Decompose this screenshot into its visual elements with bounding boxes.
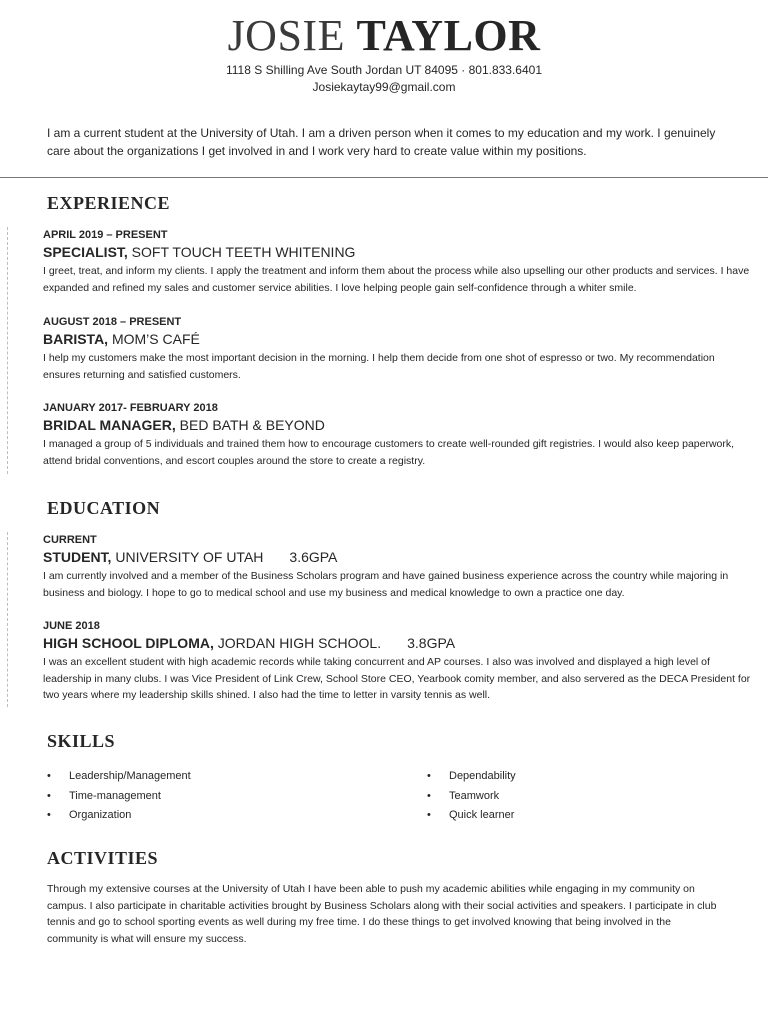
entry-date: AUGUST 2018 – PRESENT: [43, 316, 182, 328]
bullet-icon: •: [47, 809, 51, 821]
activities-text: Through my extensive courses at the University of Utah I have been able to push my academic abilities while engaging in my community on campus. I also participate in charitable activities brought by Business Scholars along with their social activities and speakers. I participate in club tennis and go to school sporting events as well during my free time. I do these things to get involved knowing that being involved in the community is what will ensure my success.: [47, 883, 717, 945]
entry-role: [43, 634, 753, 653]
education-entry: [43, 533, 753, 601]
list-item: [47, 806, 191, 826]
entry-gpa: 3.8GPA: [407, 635, 456, 651]
skills-heading: SKILLS: [47, 731, 116, 751]
entry-org: MOM’S CAFÉ: [108, 331, 200, 347]
first-name: JOSIE: [227, 11, 345, 60]
entry-title: HIGH SCHOOL DIPLOMA,: [43, 635, 214, 651]
education-heading: EDUCATION: [47, 498, 161, 518]
list-item: [427, 806, 516, 826]
education-entry: [43, 619, 753, 704]
entry-title: STUDENT,: [43, 549, 112, 565]
entry-org: JORDAN HIGH SCHOOL.: [213, 635, 382, 651]
summary-text: I am a current student at the University of Utah. I am a driven person when it comes to my education and my work. I genuinely care about the organizations I get involved in and I work very hard to create value within my positions.: [47, 126, 716, 158]
entry-title: BARISTA,: [43, 331, 109, 347]
skill-label: Teamwork: [449, 789, 500, 802]
entry-role: [43, 330, 753, 349]
entry-role: [43, 548, 753, 567]
experience-entry: [43, 228, 753, 296]
list-item: [47, 767, 191, 787]
list-item: [47, 787, 191, 807]
header-divider: [0, 177, 768, 178]
last-name: TAYLOR: [356, 11, 541, 60]
entry-org: SOFT TOUCH TEETH WHITENING: [127, 244, 356, 260]
entry-description: I was an excellent student with high academic records while taking concurrent and AP courses. I also was involved and displayed a high level of leadership in many clubs. I was Vice President of Link Crew, School Store CEO, Yearbook comity member, and also servered as the DECA President for two years where my leadership skills shined. I also had the time to letter in varsity tennis as well.: [43, 656, 751, 701]
skills-list-right: [427, 767, 516, 826]
entry-date: JANUARY 2017- FEBRUARY 2018: [43, 402, 218, 414]
skills-list-left: [47, 767, 191, 826]
entry-org: BED BATH & BEYOND: [175, 417, 325, 433]
entry-title: BRIDAL MANAGER,: [43, 417, 176, 433]
activities-heading: ACTIVITIES: [47, 848, 159, 868]
entry-date: CURRENT: [43, 534, 97, 546]
entry-org: UNIVERSITY OF UTAH: [111, 549, 264, 565]
entry-description: I am currently involved and a member of the Business Scholars program and have gained business experience across the country while majoring in business and biology. I hope to go to medical school and use my business and medical knowledge to own a practice one day.: [43, 570, 729, 599]
education-side-rule: [7, 532, 8, 707]
entry-role: [43, 243, 753, 262]
experience-side-rule: [7, 227, 8, 474]
skill-label: Time-management: [69, 789, 161, 802]
experience-entry: [43, 401, 753, 469]
skill-label: Leadership/Management: [69, 770, 191, 782]
contact-address-phone: 1118 S Shilling Ave South Jordan UT 84095 · 801.833.6401: [225, 63, 542, 77]
entry-description: I managed a group of 5 individuals and trained them how to encourage customers to create well-rounded gift registries. I would also keep paperwork, attend bridal conventions, and escort couples around the store to create a registry.: [43, 438, 735, 467]
entry-title: SPECIALIST,: [43, 244, 128, 260]
entry-description: I greet, treat, and inform my clients. I apply the treatment and inform them about the process while also upselling our other products and services. I have expanded and refined my sales and customer service abilities. I love helping people gain self-confidence through a whiter smile.: [43, 265, 750, 294]
bullet-icon: •: [47, 770, 51, 782]
experience-heading: EXPERIENCE: [47, 193, 171, 213]
list-item: [427, 787, 516, 807]
bullet-icon: •: [47, 789, 51, 802]
bullet-icon: •: [427, 770, 431, 782]
entry-role: [43, 416, 753, 435]
skill-label: Organization: [69, 809, 132, 821]
skill-label: Dependability: [449, 770, 516, 782]
bullet-icon: •: [427, 789, 431, 802]
bullet-icon: •: [427, 809, 431, 821]
entry-description: I help my customers make the most important decision in the morning. I help them decide from one shot of espresso or two. My recommendation ensures returning and satisfied customers.: [43, 352, 715, 381]
entry-date: JUNE 2018: [43, 620, 100, 632]
resume-name: [0, 12, 768, 60]
experience-entry: [43, 315, 753, 383]
skill-label: Quick learner: [449, 809, 515, 821]
entry-gpa: 3.6GPA: [289, 549, 338, 565]
entry-date: APRIL 2019 – PRESENT: [43, 229, 168, 241]
list-item: [427, 767, 516, 787]
contact-email: Josiekaytay99@gmail.com: [312, 80, 456, 94]
